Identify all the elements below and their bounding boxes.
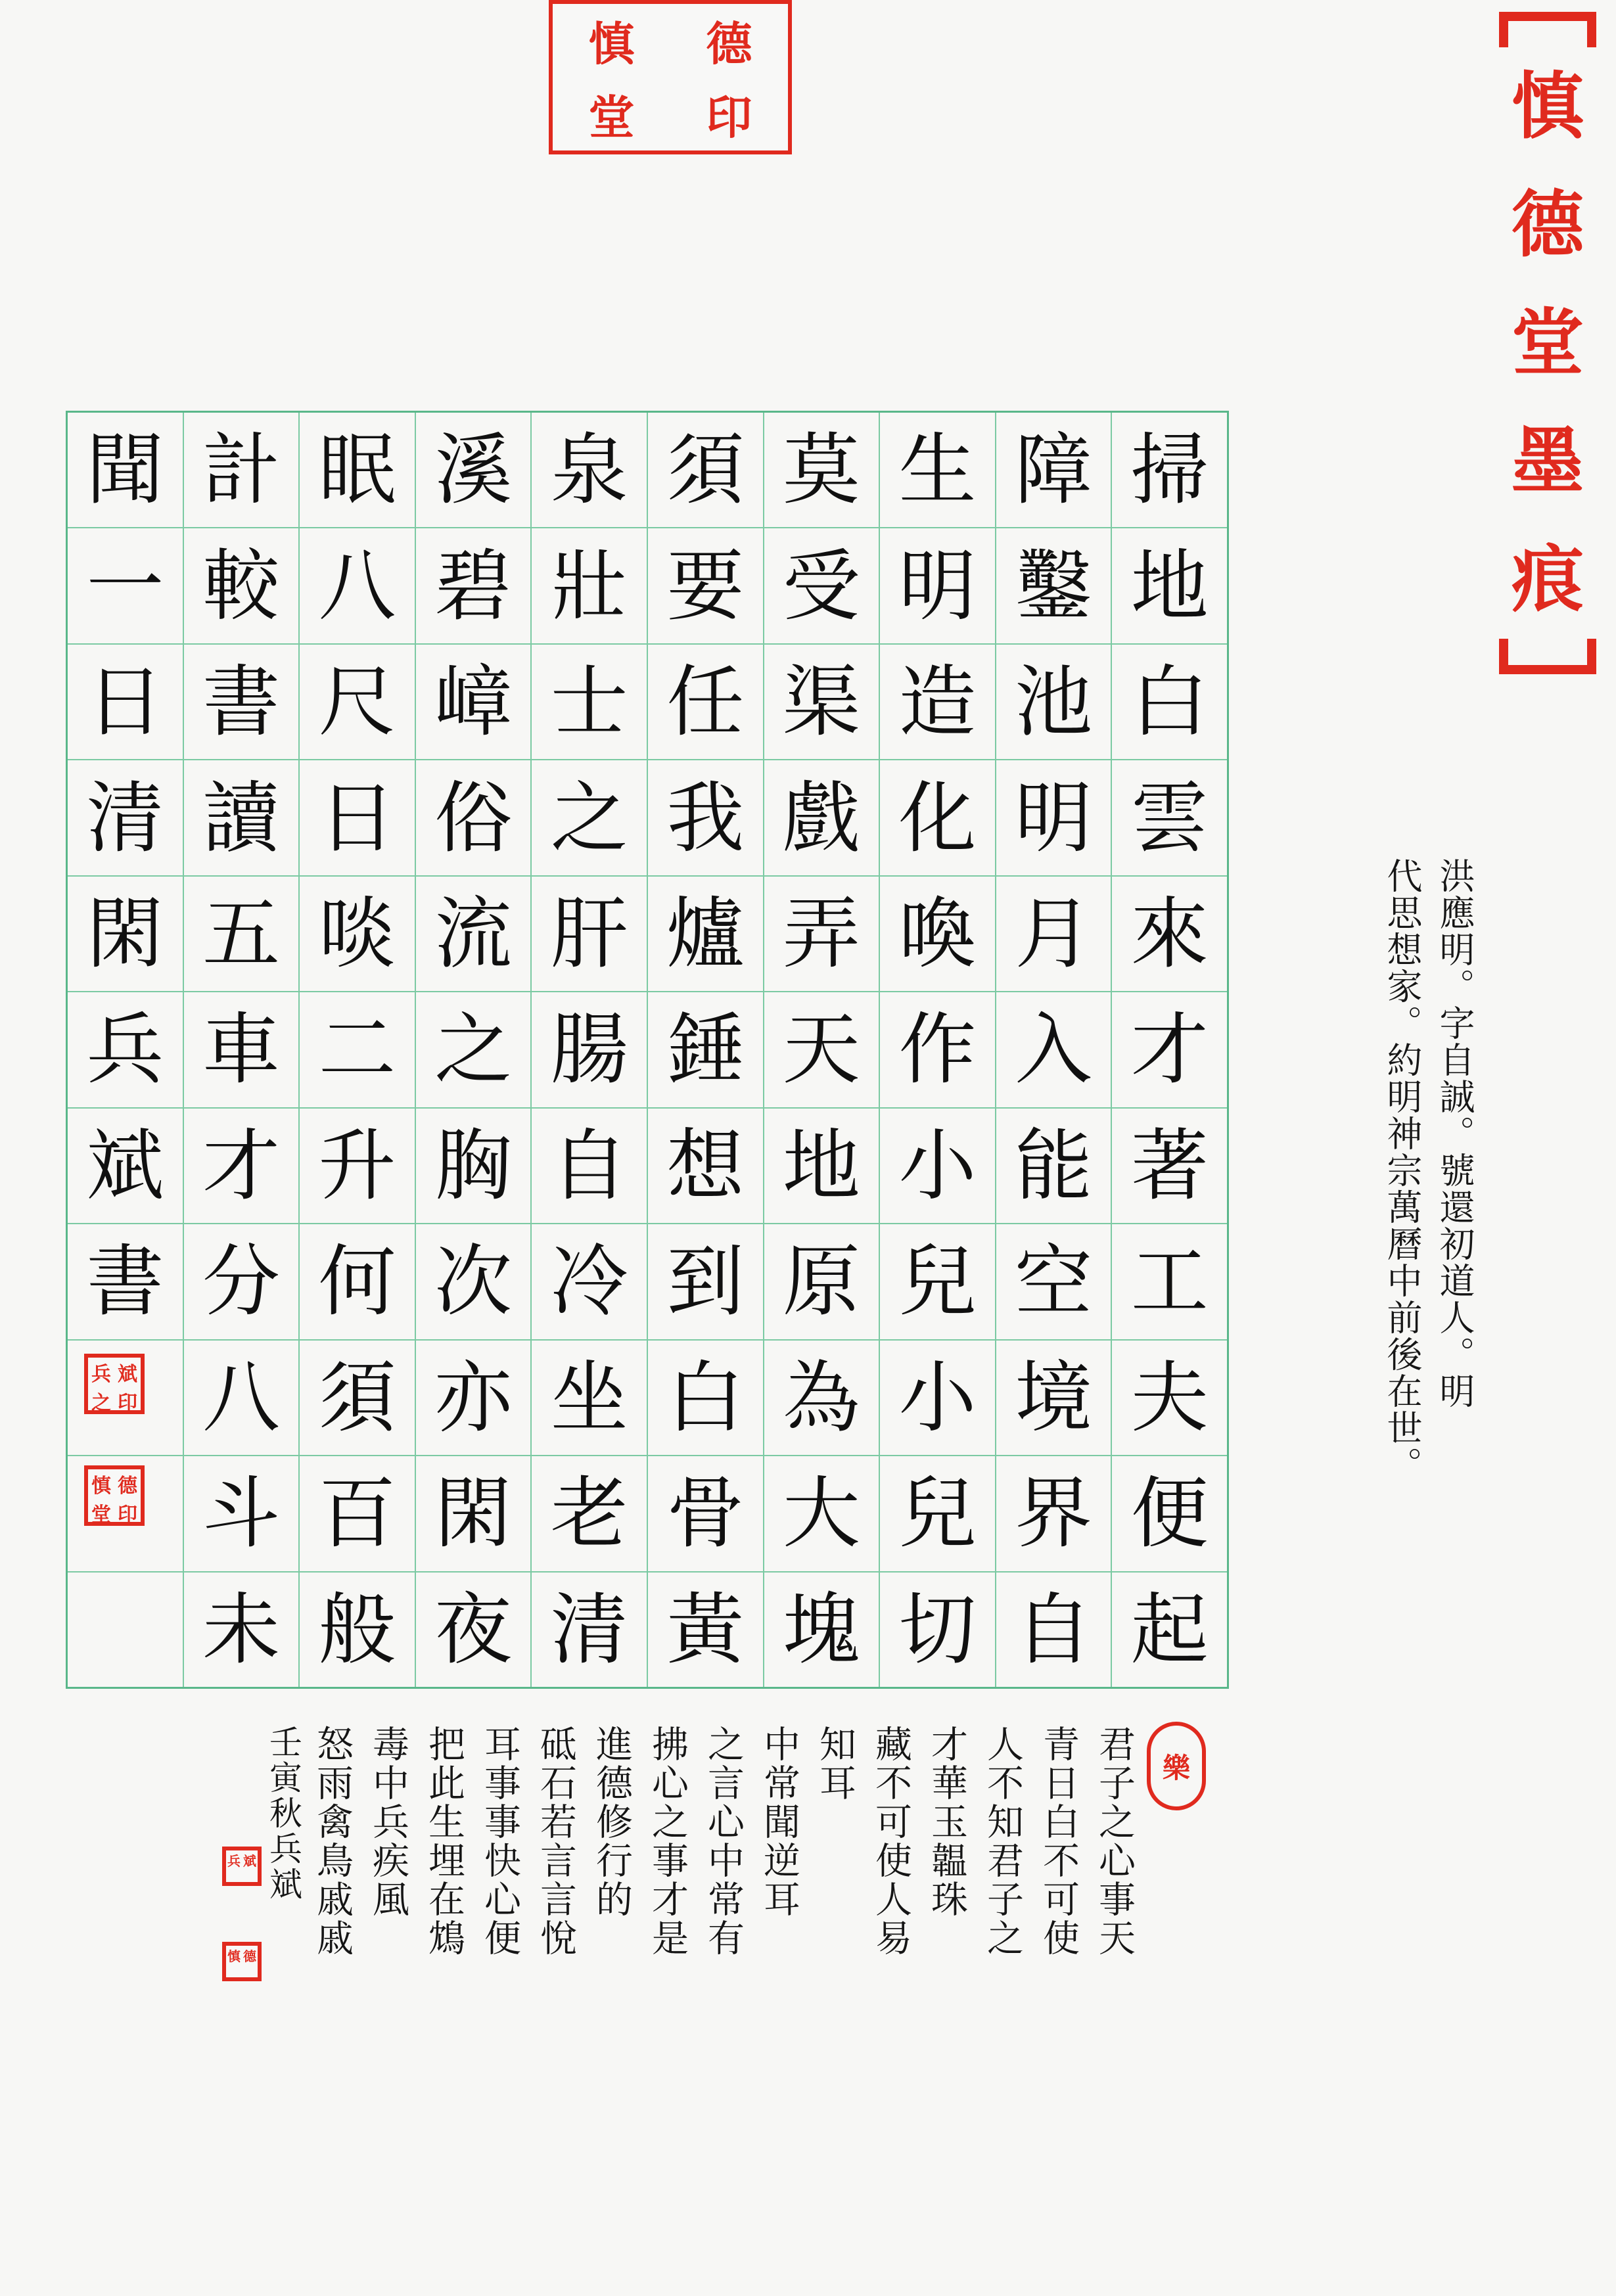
grid-cell: 切 bbox=[898, 1584, 977, 1675]
grid-cell: 讀 bbox=[184, 760, 299, 876]
grid-cell: 亦 bbox=[416, 1341, 531, 1456]
grid-cell: 八 bbox=[184, 1341, 299, 1456]
grid-cell: 為 bbox=[764, 1341, 879, 1456]
grid-cell: 兵 bbox=[68, 992, 183, 1108]
seal-char: 印 bbox=[118, 1504, 137, 1527]
grid-cell: 未 bbox=[202, 1584, 280, 1675]
grid-column bbox=[1111, 413, 1227, 1687]
grid-cell: 眠 bbox=[300, 413, 415, 528]
grid-cell: 百 bbox=[300, 1456, 415, 1572]
grid-cell: 池 bbox=[996, 645, 1111, 760]
grid-cell: 著 bbox=[1112, 1109, 1227, 1224]
seal-char: 慎 bbox=[227, 1948, 241, 1964]
oval-seal: 樂 bbox=[1147, 1722, 1206, 1810]
seal-char: 兵 bbox=[227, 1853, 241, 1869]
lower-poem-column: 藏不可使人易 bbox=[869, 1725, 912, 1958]
grid-cell: 肝 bbox=[532, 877, 647, 992]
grid-cell: 五 bbox=[184, 877, 299, 992]
grid-cell: 弄 bbox=[764, 877, 879, 992]
lower-poem-column: 之言心中常有 bbox=[702, 1725, 745, 1958]
signature-seal-2 bbox=[84, 1465, 145, 1526]
title-chars bbox=[1512, 60, 1584, 626]
grid-cell: 到 bbox=[648, 1224, 763, 1340]
grid-column bbox=[530, 413, 647, 1687]
title-char: 慎 bbox=[1512, 64, 1584, 149]
grid-cell: 能 bbox=[996, 1109, 1111, 1224]
grid-cell: 啖 bbox=[300, 877, 415, 992]
grid-cell: 須 bbox=[300, 1341, 415, 1456]
seal-char: 斌 bbox=[243, 1853, 256, 1869]
title-char: 痕 bbox=[1512, 537, 1584, 622]
grid-cell: 空 bbox=[996, 1224, 1111, 1340]
grid-cell: 塊 bbox=[782, 1584, 860, 1675]
signature-seal-1 bbox=[84, 1354, 145, 1414]
lower-poem-column: 知耳 bbox=[814, 1725, 856, 1802]
grid-cell: 原 bbox=[764, 1224, 879, 1340]
seal-char: 斌 bbox=[118, 1363, 137, 1386]
top-seal bbox=[549, 0, 792, 154]
grid-cell: 自 bbox=[1015, 1584, 1093, 1675]
grid-cell: 境 bbox=[996, 1341, 1111, 1456]
seal-char: 之 bbox=[91, 1392, 111, 1415]
grid-cell: 受 bbox=[764, 528, 879, 644]
grid-cell: 大 bbox=[764, 1456, 879, 1572]
grid-cell: 化 bbox=[880, 760, 995, 876]
lower-seal-2 bbox=[222, 1942, 262, 1981]
grid-column bbox=[415, 413, 531, 1687]
seal-char: 慎 bbox=[588, 16, 635, 72]
title-bracket-bottom bbox=[1499, 639, 1596, 674]
grid-cell: 天 bbox=[764, 992, 879, 1108]
grid-cell: 斌 bbox=[68, 1109, 183, 1224]
grid-cell: 兒 bbox=[880, 1224, 995, 1340]
grid-cell: 明 bbox=[996, 760, 1111, 876]
grid-cell: 斗 bbox=[184, 1456, 299, 1572]
grid-cell: 作 bbox=[880, 992, 995, 1108]
grid-cell: 鑿 bbox=[996, 528, 1111, 644]
grid-cell: 渠 bbox=[764, 645, 879, 760]
grid-column bbox=[879, 413, 995, 1687]
lower-poem-column: 毒中兵疾風 bbox=[367, 1725, 409, 1919]
grid-cell: 計 bbox=[184, 413, 299, 528]
grid-cell: 才 bbox=[184, 1109, 299, 1224]
seal-char: 兵 bbox=[91, 1363, 111, 1386]
grid-cell: 胸 bbox=[416, 1109, 531, 1224]
grid-cell: 自 bbox=[532, 1109, 647, 1224]
grid-cell: 壯 bbox=[532, 528, 647, 644]
grid-cell: 一 bbox=[68, 528, 183, 644]
grid-cell: 戲 bbox=[764, 760, 879, 876]
grid-cell: 俗 bbox=[416, 760, 531, 876]
lower-poem-column: 進德修行的 bbox=[590, 1725, 633, 1919]
side-note-line-2: 代思想家。約明神宗萬曆中前後在世。 bbox=[1381, 858, 1423, 1483]
grid-cell: 地 bbox=[1112, 528, 1227, 644]
lower-poem-column: 人不知君子之 bbox=[981, 1725, 1024, 1958]
grid-cell: 便 bbox=[1112, 1456, 1227, 1572]
grid-cell: 坐 bbox=[532, 1341, 647, 1456]
title-banner bbox=[1505, 12, 1590, 768]
lower-poem-column: 怒雨禽鳥戚戚 bbox=[311, 1725, 354, 1958]
grid-cell: 分 bbox=[184, 1224, 299, 1340]
grid-cell: 要 bbox=[648, 528, 763, 644]
grid-cell: 才 bbox=[1112, 992, 1227, 1108]
title-char: 德 bbox=[1512, 182, 1584, 267]
lower-poem-column: 才華玉韞珠 bbox=[925, 1725, 968, 1919]
seal-char: 德 bbox=[118, 1475, 137, 1498]
grid-cell: 之 bbox=[416, 992, 531, 1108]
grid-cell: 清 bbox=[550, 1584, 628, 1675]
grid-cell: 日 bbox=[300, 760, 415, 876]
grid-cell: 明 bbox=[880, 528, 995, 644]
grid-cell bbox=[68, 1573, 183, 1687]
grid-cell: 障 bbox=[996, 413, 1111, 528]
calligraphy-grid bbox=[66, 411, 1229, 1689]
grid-cell: 雲 bbox=[1112, 760, 1227, 876]
grid-cell: 冷 bbox=[532, 1224, 647, 1340]
grid-cell: 般 bbox=[318, 1584, 396, 1675]
grid-cell: 夫 bbox=[1112, 1341, 1227, 1456]
grid-cell: 界 bbox=[996, 1456, 1111, 1572]
grid-cell: 碧 bbox=[416, 528, 531, 644]
grid-cell: 掃 bbox=[1112, 413, 1227, 528]
grid-cell: 較 bbox=[184, 528, 299, 644]
seal-char: 德 bbox=[243, 1948, 256, 1964]
grid-cell: 嶂 bbox=[416, 645, 531, 760]
grid-cell: 骨 bbox=[648, 1456, 763, 1572]
seal-char: 印 bbox=[118, 1392, 137, 1415]
grid-cell: 溪 bbox=[416, 413, 531, 528]
grid-cell: 莫 bbox=[764, 413, 879, 528]
title-char: 堂 bbox=[1512, 300, 1584, 385]
seal-char: 慎 bbox=[91, 1475, 111, 1498]
grid-cell: 老 bbox=[532, 1456, 647, 1572]
grid-cell: 爐 bbox=[648, 877, 763, 992]
grid-cell: 地 bbox=[764, 1109, 879, 1224]
grid-cell: 生 bbox=[880, 413, 995, 528]
grid-column bbox=[298, 413, 415, 1687]
grid-cell: 八 bbox=[300, 528, 415, 644]
grid-cell: 流 bbox=[416, 877, 531, 992]
grid-cell: 月 bbox=[996, 877, 1111, 992]
grid-cell: 閑 bbox=[68, 877, 183, 992]
lower-poem-column: 中常聞逆耳 bbox=[758, 1725, 800, 1919]
grid-cell: 兒 bbox=[880, 1456, 995, 1572]
seal-char: 堂 bbox=[91, 1504, 111, 1527]
lower-poem-column: 把此生埋在鴆 bbox=[423, 1725, 465, 1958]
grid-cell: 尺 bbox=[300, 645, 415, 760]
grid-cell: 任 bbox=[648, 645, 763, 760]
grid-cell: 起 bbox=[1130, 1584, 1209, 1675]
seal-char: 堂 bbox=[588, 89, 635, 145]
seal-char: 德 bbox=[706, 16, 752, 72]
grid-cell: 想 bbox=[648, 1109, 763, 1224]
grid-cell: 造 bbox=[880, 645, 995, 760]
lower-poem-column: 耳事事快心便 bbox=[478, 1725, 521, 1958]
grid-column bbox=[995, 413, 1111, 1687]
seal-char: 印 bbox=[706, 89, 752, 145]
lower-seal-1 bbox=[222, 1847, 262, 1886]
grid-cell: 何 bbox=[300, 1224, 415, 1340]
grid-cell: 二 bbox=[300, 992, 415, 1108]
grid-cell: 次 bbox=[416, 1224, 531, 1340]
lower-poem-column: 君子之心事天 bbox=[1093, 1725, 1136, 1958]
grid-cell: 書 bbox=[68, 1224, 183, 1340]
grid-cell: 錘 bbox=[648, 992, 763, 1108]
lower-poem-column: 砥石若言言悅 bbox=[534, 1725, 577, 1958]
grid-cell: 我 bbox=[648, 760, 763, 876]
side-note-line-1: 洪應明。字自誠。號還初道人。明 bbox=[1434, 858, 1475, 1410]
grid-cell: 聞 bbox=[68, 413, 183, 528]
grid-cell: 來 bbox=[1112, 877, 1227, 992]
grid-cell: 日 bbox=[68, 645, 183, 760]
grid-cell: 升 bbox=[300, 1109, 415, 1224]
lower-signature: 壬寅秋兵斌 bbox=[264, 1725, 302, 1902]
grid-column bbox=[647, 413, 763, 1687]
grid-cell: 士 bbox=[532, 645, 647, 760]
lower-poem-column: 拂心之事才是 bbox=[646, 1725, 689, 1958]
lower-poem-column: 青日白不可使 bbox=[1037, 1725, 1080, 1958]
grid-cell: 清 bbox=[68, 760, 183, 876]
grid-cell: 工 bbox=[1112, 1224, 1227, 1340]
title-bracket-top bbox=[1499, 12, 1596, 47]
grid-cell: 小 bbox=[880, 1341, 995, 1456]
grid-cell: 白 bbox=[648, 1341, 763, 1456]
grid-cell: 須 bbox=[648, 413, 763, 528]
grid-cell: 黃 bbox=[666, 1584, 745, 1675]
grid-cell: 閑 bbox=[416, 1456, 531, 1572]
title-char: 墨 bbox=[1512, 419, 1584, 503]
grid-cell: 泉 bbox=[532, 413, 647, 528]
grid-cell: 車 bbox=[184, 992, 299, 1108]
grid-cell: 之 bbox=[532, 760, 647, 876]
grid-cell: 喚 bbox=[880, 877, 995, 992]
grid-cell: 書 bbox=[184, 645, 299, 760]
grid-cell: 腸 bbox=[532, 992, 647, 1108]
grid-cell: 入 bbox=[996, 992, 1111, 1108]
grid-cell: 小 bbox=[880, 1109, 995, 1224]
grid-cell: 白 bbox=[1112, 645, 1227, 760]
grid-cell: 夜 bbox=[434, 1584, 513, 1675]
grid-column bbox=[183, 413, 299, 1687]
grid-column bbox=[763, 413, 879, 1687]
